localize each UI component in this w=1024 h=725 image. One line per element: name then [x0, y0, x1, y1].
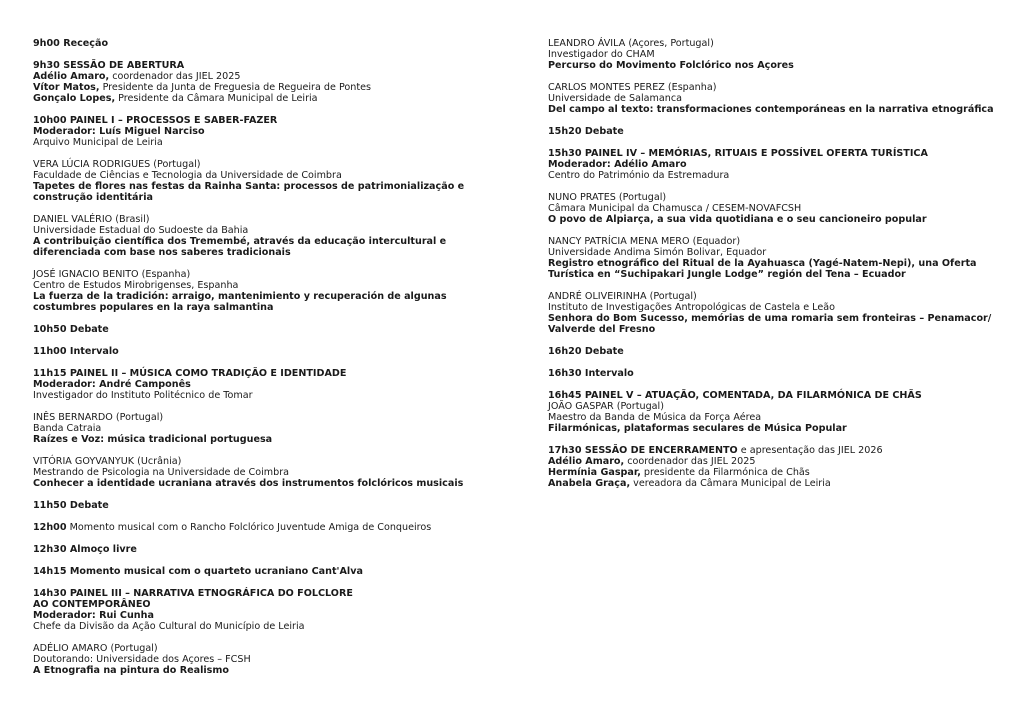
panel-title-cont: AO CONTEMPORÂNEO [33, 599, 151, 610]
debate-line: 15h20 Debate [548, 126, 624, 137]
speaker-name: LEANDRO ÁVILA (Açores, Portugal) [548, 38, 714, 49]
speaker-institution: Investigador do CHAM [548, 49, 655, 60]
closing-speaker-1 [548, 456, 998, 467]
speaker-name: ADÉLIO AMARO (Portugal) [33, 643, 158, 654]
event-text: Momento musical com o Rancho Folclórico Juventude Amiga de Conqueiros [66, 522, 432, 533]
closing-title-rest: e apresentação das JIEL 2026 [737, 445, 883, 456]
talk-title: A contribuição científica dos Tremembé, através da educação intercultural e [33, 236, 447, 247]
item-reception [33, 38, 503, 49]
talk-title: Tapetes de flores nas festas da Rainha Santa: processos de patrimonialização e [33, 181, 465, 192]
speaker-name: Adélio Amaro, [33, 71, 110, 82]
lunch-line: 12h30 Almoço livre [33, 544, 137, 555]
speaker-name: NUNO PRATES (Portugal) [548, 192, 667, 203]
speaker-role: vereadora da Câmara Municipal de Leiria [630, 478, 831, 489]
talk-carlos [548, 82, 998, 115]
talk-title: Filarmónicas, plataformas seculares de Música Popular [548, 423, 847, 434]
reception-line: 9h00 Receção [33, 38, 109, 49]
panel-title: 15h30 PAINEL IV – MEMÓRIAS, RITUAIS E POSSÍVEL OFERTA TURÍSTICA [548, 148, 928, 159]
speaker-role: presidente da Filarmónica de Chãs [640, 467, 810, 478]
closing-title [548, 445, 998, 456]
musical-moment-2 [33, 566, 503, 577]
debate-line: 11h50 Debate [33, 500, 109, 511]
talk-vitoria [33, 456, 503, 489]
time-label: 12h00 [33, 522, 67, 533]
panel-moderator-org: Investigador do Instituto Politécnico de Tomar [33, 390, 253, 401]
speaker-institution: Banda Catraia [33, 423, 102, 434]
speaker-name: Vítor Matos, [33, 82, 100, 93]
speaker-name: VERA LÚCIA RODRIGUES (Portugal) [33, 159, 201, 170]
speaker-institution: Doutorando: Universidade dos Açores – FCSH [33, 654, 251, 665]
break-2 [548, 368, 998, 379]
break-1 [33, 346, 503, 357]
speaker-name: CARLOS MONTES PEREZ (Espanha) [548, 82, 717, 93]
speaker-institution: Centro de Estudos Mirobrigenses, Espanha [33, 280, 239, 291]
speaker-role: coordenador das JIEL 2025 [109, 71, 241, 82]
debate-line: 16h20 Debate [548, 346, 624, 357]
closing-session [548, 445, 998, 489]
speaker-institution: Mestrando de Psicologia na Universidade de Coimbra [33, 467, 290, 478]
talk-title: Raízes e Voz: música tradicional portuguesa [33, 434, 273, 445]
panel-title: 14h30 PAINEL III – NARRATIVA ETNOGRÁFICA DO FOLCLORE [33, 588, 353, 599]
panel-3 [33, 588, 503, 632]
closing-speaker-3 [548, 478, 998, 489]
speaker-name: DANIEL VALÉRIO (Brasil) [33, 214, 150, 225]
opening-session [33, 60, 503, 104]
panel-4 [548, 148, 998, 181]
speaker-name: VITÓRIA GOYVANYUK (Ucrânia) [33, 456, 182, 467]
left-column [33, 38, 503, 687]
talk-jose [33, 269, 503, 313]
opening-speaker-1 [33, 71, 503, 82]
debate-line: 10h50 Debate [33, 324, 109, 335]
panel-title: 11h15 PAINEL II – MÚSICA COMO TRADIÇÃO E IDENTIDADE [33, 368, 347, 379]
debate-4 [548, 346, 998, 357]
panel-moderator-org: Centro do Património da Estremadura [548, 170, 730, 181]
talk-vera [33, 159, 503, 203]
talk-title-cont: diferenciada com base nos saberes tradicionais [33, 247, 291, 258]
talk-daniel [33, 214, 503, 258]
speaker-name: ANDRÉ OLIVEIRINHA (Portugal) [548, 291, 697, 302]
panel-title: 10h00 PAINEL I – PROCESSOS E SABER-FAZER [33, 115, 278, 126]
speaker-institution: Instituto de Investigações Antropológicas de Castela e Leão [548, 302, 835, 313]
debate-2 [33, 500, 503, 511]
speaker-institution: Universidade Andima Simón Bolivar, Equador [548, 247, 767, 258]
closing-title-bold: 17h30 SESSÃO DE ENCERRAMENTO [548, 445, 738, 456]
panel-moderator: Moderador: Rui Cunha [33, 610, 154, 621]
talk-title: Senhora do Bom Sucesso, memórias de uma romaria sem fronteiras – Penamacor/ [548, 313, 992, 324]
speaker-name: NANCY PATRÍCIA MENA MERO (Equador) [548, 236, 741, 247]
break-line: 16h30 Intervalo [548, 368, 634, 379]
speaker-institution: Universidade Estadual do Sudoeste da Bahia [33, 225, 249, 236]
speaker-institution: Faculdade de Ciências e Tecnologia da Universidade de Coimbra [33, 170, 342, 181]
panel-title: 16h45 PAINEL V – ATUAÇÃO, COMENTADA, DA FILARMÓNICA DE CHÃS [548, 390, 922, 401]
panel-moderator: Moderador: Luís Miguel Narciso [33, 126, 205, 137]
right-column [548, 38, 998, 500]
panel-5 [548, 390, 998, 434]
talk-title: A Etnografia na pintura do Realismo [33, 665, 229, 676]
talk-title-cont: Valverde del Fresno [548, 324, 656, 335]
break-line: 11h00 Intervalo [33, 346, 119, 357]
speaker-institution: Maestro da Banda de Música da Força Aérea [548, 412, 762, 423]
debate-1 [33, 324, 503, 335]
musical-line [33, 522, 503, 533]
speaker-role: coordenador das JIEL 2025 [624, 456, 756, 467]
opening-speaker-2 [33, 82, 503, 93]
panel-moderator: Moderador: Adélio Amaro [548, 159, 687, 170]
speaker-name: Adélio Amaro, [548, 456, 625, 467]
talk-title: La fuerza de la tradición: arraigo, mantenimiento y recuperación de algunas [33, 291, 447, 302]
debate-3 [548, 126, 998, 137]
speaker-name: JOÃO GASPAR (Portugal) [548, 401, 664, 412]
talk-adelio [33, 643, 503, 676]
speaker-name: INÊS BERNARDO (Portugal) [33, 412, 164, 423]
panel-moderator-org: Arquivo Municipal de Leiria [33, 137, 163, 148]
talk-title: O povo de Alpiarça, a sua vida quotidiana e o seu cancioneiro popular [548, 214, 927, 225]
talk-nancy [548, 236, 998, 280]
closing-speaker-2 [548, 467, 998, 478]
talk-nuno [548, 192, 998, 225]
talk-title-cont: costumbres populares en la raya salmantina [33, 302, 274, 313]
lunch [33, 544, 503, 555]
opening-speaker-3 [33, 93, 503, 104]
speaker-institution: Universidade de Salamanca [548, 93, 682, 104]
talk-title: Del campo al texto: transformaciones contemporáneas en la narrativa etnográfica [548, 104, 994, 115]
talk-andre [548, 291, 998, 335]
talk-title-cont: Turística en “Suchipakari Jungle Lodge” región del Tena – Ecuador [548, 269, 906, 280]
speaker-institution: Câmara Municipal da Chamusca / CESEM-NOVAFCSH [548, 203, 802, 214]
musical-moment-1 [33, 522, 503, 533]
talk-title-cont: construção identitária [33, 192, 153, 203]
talk-title: Conhecer a identidade ucraniana através dos instrumentos folclóricos musicais [33, 478, 464, 489]
talk-title: Registro etnográfico del Ritual de la Ayahuasca (Yagé-Natem-Nepi), una Oferta [548, 258, 977, 269]
talk-ines [33, 412, 503, 445]
talk-leandro [548, 38, 998, 71]
speaker-role: Presidente da Junta de Freguesia de Regueira de Pontes [99, 82, 372, 93]
speaker-role: Presidente da Câmara Municipal de Leiria [115, 93, 318, 104]
musical-line: 14h15 Momento musical com o quarteto ucraniano Cant'Alva [33, 566, 363, 577]
panel-2 [33, 368, 503, 401]
panel-1 [33, 115, 503, 148]
speaker-name: JOSÉ IGNACIO BENITO (Espanha) [33, 269, 191, 280]
speaker-name: Hermínia Gaspar, [548, 467, 641, 478]
panel-moderator: Moderador: André Camponês [33, 379, 191, 390]
speaker-name: Gonçalo Lopes, [33, 93, 116, 104]
panel-moderator-org: Chefe da Divisão da Ação Cultural do Município de Leiria [33, 621, 305, 632]
speaker-name: Anabela Graça, [548, 478, 631, 489]
opening-title: 9h30 SESSÃO DE ABERTURA [33, 60, 185, 71]
talk-title: Percurso do Movimento Folclórico nos Açores [548, 60, 794, 71]
